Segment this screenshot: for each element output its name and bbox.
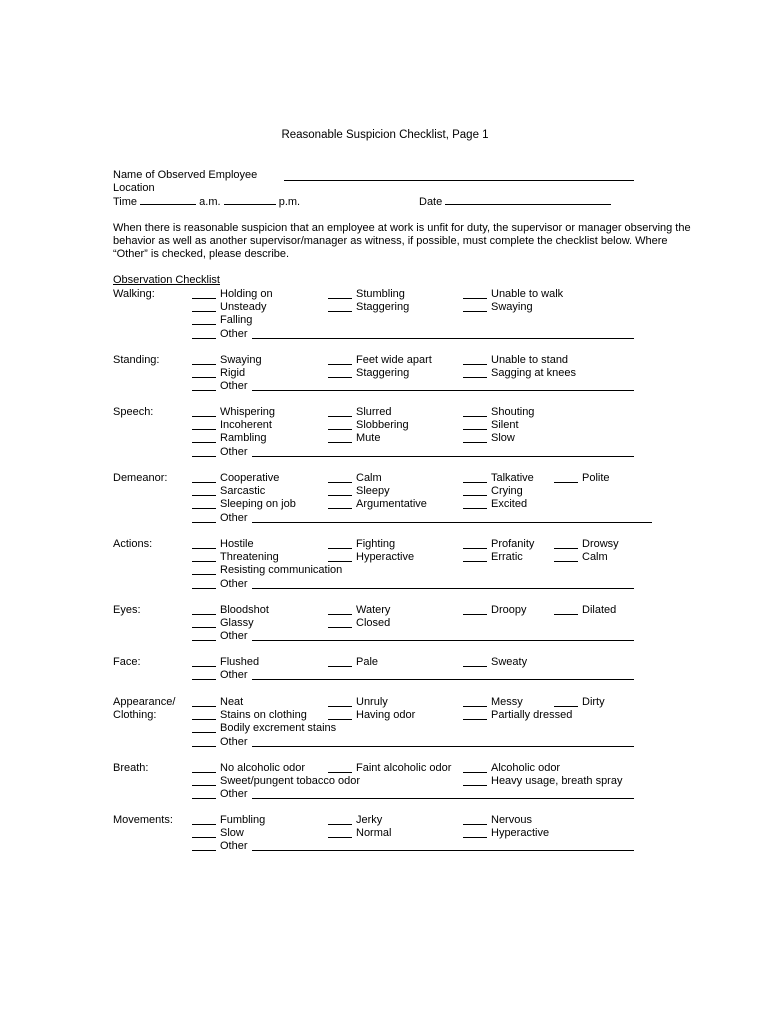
- demeanor-checkbox-2[interactable]: [463, 482, 487, 483]
- movements-checkbox-4[interactable]: [328, 837, 352, 838]
- standing-checkbox-0[interactable]: [192, 364, 216, 365]
- speech-other-label: Other: [220, 445, 248, 458]
- standing-checkbox-4[interactable]: [328, 377, 352, 378]
- demeanor-checkbox-9[interactable]: [463, 508, 487, 509]
- breath-option-3: Sweet/pungent tobacco odor: [220, 775, 361, 788]
- standing-option-5: Sagging at knees: [491, 367, 577, 380]
- demeanor-checkbox-5[interactable]: [328, 495, 352, 496]
- face-other-label: Other: [220, 669, 248, 682]
- walking-option-3: Unsteady: [220, 301, 267, 314]
- walking-other-field[interactable]: [252, 338, 634, 339]
- demeanor-checkbox-7[interactable]: [192, 508, 216, 509]
- demeanor-other-field[interactable]: [252, 522, 652, 523]
- movements-checkbox-2[interactable]: [463, 824, 487, 825]
- walking-label: Walking:: [113, 288, 155, 300]
- walking-option-1: Stumbling: [356, 288, 405, 300]
- appearance-option-4: Stains on clothing: [220, 709, 307, 722]
- appearance-checkbox-7[interactable]: [192, 732, 216, 733]
- speech-checkbox-3[interactable]: [192, 429, 216, 430]
- speech-label: Speech:: [113, 406, 154, 418]
- appearance-label2: Clothing:: [113, 709, 157, 722]
- speech-checkbox-6[interactable]: [192, 442, 216, 443]
- breath-label: Breath:: [113, 762, 149, 774]
- actions-option-0: Hostile: [220, 538, 254, 550]
- actions-option-1: Fighting: [356, 538, 396, 550]
- movements-other-checkbox[interactable]: [192, 850, 216, 851]
- demeanor-option-3: Polite: [582, 472, 610, 484]
- eyes-checkbox-2[interactable]: [463, 614, 487, 615]
- date-field[interactable]: [445, 195, 611, 205]
- speech-checkbox-2[interactable]: [463, 416, 487, 417]
- appearance-checkbox-0[interactable]: [192, 706, 216, 707]
- movements-checkbox-1[interactable]: [328, 824, 352, 825]
- actions-checkbox-5[interactable]: [328, 561, 352, 562]
- eyes-option-0: Bloodshot: [220, 604, 269, 616]
- appearance-option-6: Partially dressed: [491, 709, 573, 722]
- actions-checkbox-3[interactable]: [554, 548, 578, 549]
- actions-option-7: Calm: [582, 551, 608, 564]
- speech-checkbox-7[interactable]: [328, 442, 352, 443]
- appearance-option-2: Messy: [491, 696, 523, 708]
- speech-option-2: Shouting: [491, 406, 535, 418]
- breath-other-label: Other: [220, 788, 248, 801]
- appearance-option-1: Unruly: [356, 696, 388, 708]
- demeanor-option-2: Talkative: [491, 472, 534, 484]
- actions-checkbox-7[interactable]: [554, 561, 578, 562]
- employee-name-field[interactable]: [284, 180, 634, 181]
- movements-option-4: Normal: [356, 827, 392, 840]
- actions-checkbox-8[interactable]: [192, 574, 216, 575]
- actions-other-field[interactable]: [252, 588, 634, 589]
- standing-option-1: Feet wide apart: [356, 354, 432, 366]
- standing-checkbox-5[interactable]: [463, 377, 487, 378]
- demeanor-checkbox-1[interactable]: [328, 482, 352, 483]
- appearance-checkbox-2[interactable]: [463, 706, 487, 707]
- walking-other-label: Other: [220, 327, 248, 340]
- eyes-other-checkbox[interactable]: [192, 640, 216, 641]
- speech-option-1: Slurred: [356, 406, 392, 418]
- speech-option-5: Silent: [491, 419, 519, 432]
- demeanor-checkbox-6[interactable]: [463, 495, 487, 496]
- face-option-2: Sweaty: [491, 656, 528, 668]
- demeanor-checkbox-8[interactable]: [328, 508, 352, 509]
- time-label: Time: [113, 196, 138, 208]
- demeanor-checkbox-3[interactable]: [554, 482, 578, 483]
- breath-checkbox-3[interactable]: [192, 785, 216, 786]
- speech-option-4: Slobbering: [356, 419, 409, 432]
- breath-other-checkbox[interactable]: [192, 798, 216, 799]
- appearance-other-label: Other: [220, 735, 248, 748]
- speech-option-3: Incoherent: [220, 419, 272, 432]
- appearance-checkbox-4[interactable]: [192, 719, 216, 720]
- movements-checkbox-5[interactable]: [463, 837, 487, 838]
- employee-name-label: Name of Observed Employee: [113, 169, 258, 181]
- face-option-0: Flushed: [220, 656, 260, 668]
- speech-option-7: Mute: [356, 432, 381, 445]
- face-other-checkbox[interactable]: [192, 679, 216, 680]
- face-checkbox-2[interactable]: [463, 666, 487, 667]
- speech-checkbox-5[interactable]: [463, 429, 487, 430]
- demeanor-option-6: Crying: [491, 485, 523, 498]
- standing-other-label: Other: [220, 380, 248, 393]
- standing-checkbox-2[interactable]: [463, 364, 487, 365]
- face-label: Face:: [113, 656, 141, 668]
- actions-option-2: Profanity: [491, 538, 535, 550]
- demeanor-option-7: Sleeping on job: [220, 498, 296, 511]
- walking-option-5: Swaying: [491, 301, 533, 314]
- actions-option-4: Threatening: [220, 551, 279, 564]
- movements-option-2: Nervous: [491, 814, 532, 826]
- actions-checkbox-0[interactable]: [192, 548, 216, 549]
- demeanor-checkbox-4[interactable]: [192, 495, 216, 496]
- eyes-checkbox-0[interactable]: [192, 614, 216, 615]
- eyes-option-1: Watery: [356, 604, 391, 616]
- movements-option-1: Jerky: [356, 814, 383, 826]
- breath-other-field[interactable]: [252, 798, 634, 799]
- date-label: Date: [419, 196, 443, 208]
- appearance-option-0: Neat: [220, 696, 244, 708]
- appearance-label1: Appearance/: [113, 696, 176, 708]
- actions-option-3: Drowsy: [582, 538, 619, 550]
- breath-checkbox-1[interactable]: [328, 772, 352, 773]
- standing-option-4: Staggering: [356, 367, 410, 380]
- demeanor-option-0: Cooperative: [220, 472, 280, 484]
- walking-option-0: Holding on: [220, 288, 273, 300]
- breath-checkbox-4[interactable]: [463, 785, 487, 786]
- demeanor-option-8: Argumentative: [356, 498, 427, 511]
- movements-option-0: Fumbling: [220, 814, 266, 826]
- date-row: [419, 195, 611, 209]
- face-checkbox-0[interactable]: [192, 666, 216, 667]
- appearance-option-3: Dirty: [582, 696, 605, 708]
- demeanor-option-4: Sarcastic: [220, 485, 266, 498]
- appearance-checkbox-5[interactable]: [328, 719, 352, 720]
- speech-option-6: Rambling: [220, 432, 267, 445]
- walking-checkbox-4[interactable]: [328, 311, 352, 312]
- movements-option-5: Hyperactive: [491, 827, 550, 840]
- face-option-1: Pale: [356, 656, 379, 668]
- walking-option-4: Staggering: [356, 301, 410, 314]
- observation-checklist-heading: Observation Checklist: [113, 274, 220, 286]
- face-checkbox-1[interactable]: [328, 666, 352, 667]
- movements-checkbox-0[interactable]: [192, 824, 216, 825]
- eyes-checkbox-4[interactable]: [192, 627, 216, 628]
- time-am-field[interactable]: [140, 195, 196, 205]
- appearance-other-checkbox[interactable]: [192, 746, 216, 747]
- walking-checkbox-6[interactable]: [192, 324, 216, 325]
- appearance-checkbox-3[interactable]: [554, 706, 578, 707]
- speech-other-checkbox[interactable]: [192, 456, 216, 457]
- actions-checkbox-4[interactable]: [192, 561, 216, 562]
- eyes-option-2: Droopy: [491, 604, 527, 616]
- time-row: [113, 195, 300, 209]
- eyes-other-label: Other: [220, 630, 248, 643]
- speech-checkbox-4[interactable]: [328, 429, 352, 430]
- demeanor-label: Demeanor:: [113, 472, 168, 484]
- eyes-option-3: Dilated: [582, 604, 617, 616]
- speech-checkbox-0[interactable]: [192, 416, 216, 417]
- walking-checkbox-0[interactable]: [192, 298, 216, 299]
- eyes-checkbox-1[interactable]: [328, 614, 352, 615]
- eyes-checkbox-5[interactable]: [328, 627, 352, 628]
- movements-option-3: Slow: [220, 827, 244, 840]
- appearance-other-field[interactable]: [252, 746, 634, 747]
- walking-checkbox-1[interactable]: [328, 298, 352, 299]
- actions-option-5: Hyperactive: [356, 551, 415, 564]
- demeanor-option-1: Calm: [356, 472, 382, 484]
- pm-label: p.m.: [278, 196, 301, 208]
- breath-checkbox-0[interactable]: [192, 772, 216, 773]
- eyes-label: Eyes:: [113, 604, 141, 616]
- demeanor-checkbox-0[interactable]: [192, 482, 216, 483]
- appearance-checkbox-6[interactable]: [463, 719, 487, 720]
- intro-paragraph: When there is reasonable suspicion that an employee at work is unfit for duty, the supervisor or manager observing the behavior as well as another supervisor/manager as witness, if possible, must complete the checklist below. Where “Other” is checked, please describe.: [113, 222, 691, 261]
- standing-option-2: Unable to stand: [491, 354, 569, 366]
- breath-option-4: Heavy usage, breath spray: [491, 775, 623, 788]
- breath-option-2: Alcoholic odor: [491, 762, 561, 774]
- movements-other-field[interactable]: [252, 850, 634, 851]
- am-label: a.m.: [199, 196, 221, 208]
- movements-other-label: Other: [220, 840, 248, 853]
- time-pm-field[interactable]: [224, 195, 276, 205]
- eyes-checkbox-3[interactable]: [554, 614, 578, 615]
- eyes-option-4: Glassy: [220, 617, 254, 630]
- actions-checkbox-1[interactable]: [328, 548, 352, 549]
- standing-other-checkbox[interactable]: [192, 390, 216, 391]
- speech-option-8: Slow: [491, 432, 515, 445]
- breath-option-1: Faint alcoholic odor: [356, 762, 452, 774]
- walking-other-checkbox[interactable]: [192, 338, 216, 339]
- actions-other-label: Other: [220, 577, 248, 590]
- standing-checkbox-3[interactable]: [192, 377, 216, 378]
- walking-checkbox-5[interactable]: [463, 311, 487, 312]
- eyes-option-5: Closed: [356, 617, 391, 630]
- standing-label: Standing:: [113, 354, 160, 366]
- actions-option-6: Erratic: [491, 551, 523, 564]
- speech-checkbox-8[interactable]: [463, 442, 487, 443]
- standing-option-3: Rigid: [220, 367, 246, 380]
- walking-checkbox-2[interactable]: [463, 298, 487, 299]
- standing-checkbox-1[interactable]: [328, 364, 352, 365]
- movements-checkbox-3[interactable]: [192, 837, 216, 838]
- standing-other-field[interactable]: [252, 390, 634, 391]
- face-other-field[interactable]: [252, 679, 634, 680]
- page-title: Reasonable Suspicion Checklist, Page 1: [281, 129, 489, 141]
- appearance-option-7: Bodily excrement stains: [220, 722, 337, 735]
- walking-option-6: Falling: [220, 314, 253, 327]
- movements-label: Movements:: [113, 814, 173, 826]
- breath-checkbox-2[interactable]: [463, 772, 487, 773]
- breath-option-0: No alcoholic odor: [220, 762, 305, 774]
- speech-other-field[interactable]: [252, 456, 634, 457]
- demeanor-other-checkbox[interactable]: [192, 522, 216, 523]
- demeanor-other-label: Other: [220, 511, 248, 524]
- standing-option-0: Swaying: [220, 354, 262, 366]
- speech-checkbox-1[interactable]: [328, 416, 352, 417]
- speech-option-0: Whispering: [220, 406, 276, 418]
- eyes-other-field[interactable]: [252, 640, 634, 641]
- appearance-checkbox-1[interactable]: [328, 706, 352, 707]
- walking-checkbox-3[interactable]: [192, 311, 216, 312]
- actions-option-8: Resisting communication: [220, 564, 343, 577]
- demeanor-option-9: Excited: [491, 498, 528, 511]
- actions-checkbox-2[interactable]: [463, 548, 487, 549]
- appearance-option-5: Having odor: [356, 709, 416, 722]
- actions-other-checkbox[interactable]: [192, 588, 216, 589]
- actions-checkbox-6[interactable]: [463, 561, 487, 562]
- actions-label: Actions:: [113, 538, 153, 550]
- location-label: Location: [113, 182, 155, 194]
- walking-option-2: Unable to walk: [491, 288, 564, 300]
- demeanor-option-5: Sleepy: [356, 485, 390, 498]
